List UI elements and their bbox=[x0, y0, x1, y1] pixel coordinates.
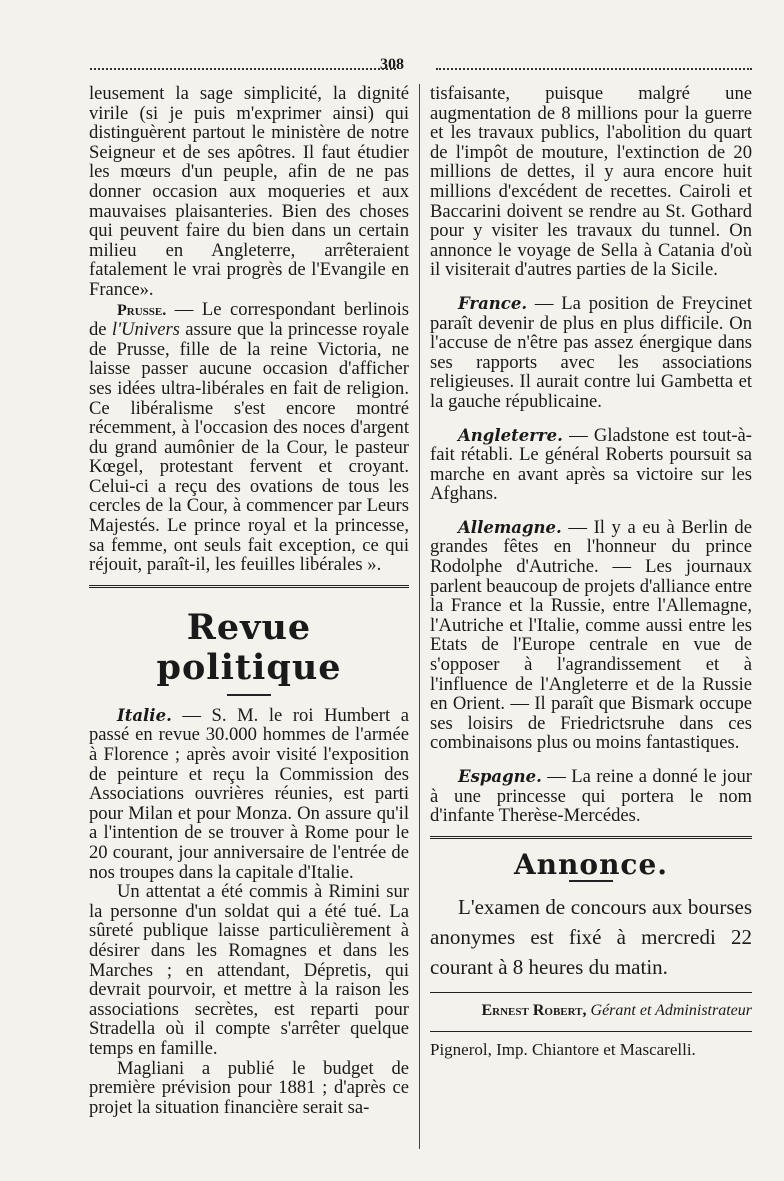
imprint: Pignerol, Imp. Chiantore et Mascarelli. bbox=[430, 1039, 696, 1059]
prusse-text-b: assure que la princesse royale de Prusse, fille de la reine Victoria, ne laisse passer aucune occasion d'afficher ses idées ultra-libérales en fait de religion. Ce libéralisme s'est encore montré récemment, à l'occasion des noces d'argent du grand aumônier de la Cour, le pasteur Kœgel, protestant fervent et croyant. Celui-ci a reçu des ovations de tous les cercles de la Cour, à commencer par Leurs Majestés. Le prince royal et la princesse, sa femme, ont seuls fait exception, ce qui réjouit, paraît-il, les feuilles libérales ». bbox=[89, 319, 409, 576]
annonce-heading: Annonce. bbox=[513, 847, 669, 881]
section-divider bbox=[89, 585, 409, 588]
allemagne-text: — Il y a eu à Berlin de grandes fêtes en l'honneur du prince Rodolphe d'Autriche. — Les journaux parlent beaucoup de projets d'alliance entre la France et la Russie, entre l'Allemagne, l'Autriche et l'Italie, comme aussi entre les Etats de l'Europe centrale en vue de s'opposer à l'agrandissement et à l'influence de l'Angleterre et de la Russie en Orient. — Il paraît que Bismark occupe ses loisirs de Friedrictsruhe dans ces combinaisons plus ou moins fantastiques. bbox=[430, 516, 752, 754]
left-column bbox=[89, 84, 409, 1161]
signature-name: Ernest Robert, bbox=[481, 1002, 587, 1020]
prusse-heading: Prusse. bbox=[117, 301, 167, 319]
angleterre-text: — Gladstone est tout-à-fait rétabli. Le général Roberts poursuit sa marche en avant après sa victoire sur les Afghans. bbox=[430, 424, 752, 505]
signature-rule bbox=[430, 992, 752, 993]
attentat-paragraph: Un attentat a été commis à Rimini sur la personne d'un soldat qui a été tué. La sûreté publique laisse particulièrement à désirer dans les Romagnes et dans les Marches ; en attendant, Dépretis, qui devrait pourvoir, et mettre à la raison les associations secrètes, est reparti pour Stradella où il compte s'arrêter quelque temps en famille. bbox=[89, 881, 409, 1059]
italie-paragraph bbox=[89, 706, 409, 882]
signature-role: Gérant et Administrateur bbox=[586, 1002, 752, 1020]
heading-dash bbox=[227, 694, 271, 696]
espagne-paragraph bbox=[430, 767, 752, 826]
article-continuation: leusement la sage simplicité, la dignité virile (si je puis m'exprimer ainsi) qui distinguèrent partout le ministère de notre Seigneur et de ses apôtres. Il faut étudier les mœurs d'un peuple, afin de ne pas donner occasion aux moqueries et aux mauvaises plaisanteries. Bien des choses qui peuvent faire du bien dans un certain milieu en Angleterre, arrêteraient fatalement le vrai progrès de l'Evangile en France». bbox=[89, 83, 409, 300]
france-text: — La position de Freycinet paraît devenir de plus en plus difficile. On l'accuse de n'être pas assez énergique dans ses rapports avec les associations religieuses. Il aurait contre lui Gambetta et la gauche républicaine. bbox=[430, 292, 752, 412]
italie-text: — S. M. le roi Humbert a passé en revue 30.000 hommes de l'armée à Florence ; après avoir visité l'exposition de peinture et reçu la Commission des Associations ouvrières réunies, est parti pour Milan et pour Monza. On assure qu'il a l'intention de se trouver à Rome pour le 20 courant, jour anniversaire de l'entrée de nos troupes dans la capitale d'Italie. bbox=[89, 704, 409, 883]
angleterre-heading: Angleterre. bbox=[458, 425, 563, 445]
annonce-text: L'examen de concours aux bourses anonymes est fixé à mercredi 22 courant à 8 heures du matin. bbox=[430, 895, 752, 980]
magliani-paragraph: Magliani a publié le budget de première prévision pour 1881 ; d'après ce projet la situation financière serait sa- bbox=[89, 1057, 409, 1118]
prusse-paragraph bbox=[89, 300, 409, 575]
header-rule-right bbox=[436, 68, 752, 70]
page-number: 308 bbox=[380, 56, 404, 73]
france-heading: France. bbox=[458, 293, 528, 313]
espagne-text: — La reine a donné le jour à une princesse qui portera le nom d'infante Therèse-Mercédes. bbox=[430, 766, 752, 827]
header-rule-left bbox=[90, 68, 396, 70]
france-paragraph bbox=[430, 294, 752, 412]
allemagne-heading: Allemagne. bbox=[458, 517, 562, 537]
annonce-divider bbox=[430, 836, 752, 839]
espagne-heading: Espagne. bbox=[458, 767, 542, 786]
univers-title: l'Univers bbox=[111, 319, 180, 341]
italie-heading: Italie. bbox=[117, 705, 172, 725]
prusse-text-a: — Le correspondant berlinois de bbox=[89, 298, 409, 341]
allemagne-paragraph bbox=[430, 518, 752, 753]
column-divider bbox=[419, 84, 420, 1149]
imprint-rule bbox=[430, 1031, 752, 1032]
angleterre-paragraph bbox=[430, 426, 752, 504]
italie-continuation: tisfaisante, puisque malgré une augmentation de 8 millions pour la guerre et les travaux publics, l'abolition du quart de l'impôt de mouture, l'extinction de 20 millions de dettes, il y aura encore huit millions d'excédent de recettes. Cairoli et Baccarini doivent se rendre au St. Gothard pour y visiter les travaux du tunnel. On annonce le voyage de Sella à Catania d'où il visiterait d'autres parties de la Sicile. bbox=[430, 83, 752, 281]
right-column bbox=[430, 84, 752, 1161]
revue-politique-heading: Revue politique bbox=[156, 606, 342, 688]
signature bbox=[430, 1001, 752, 1021]
